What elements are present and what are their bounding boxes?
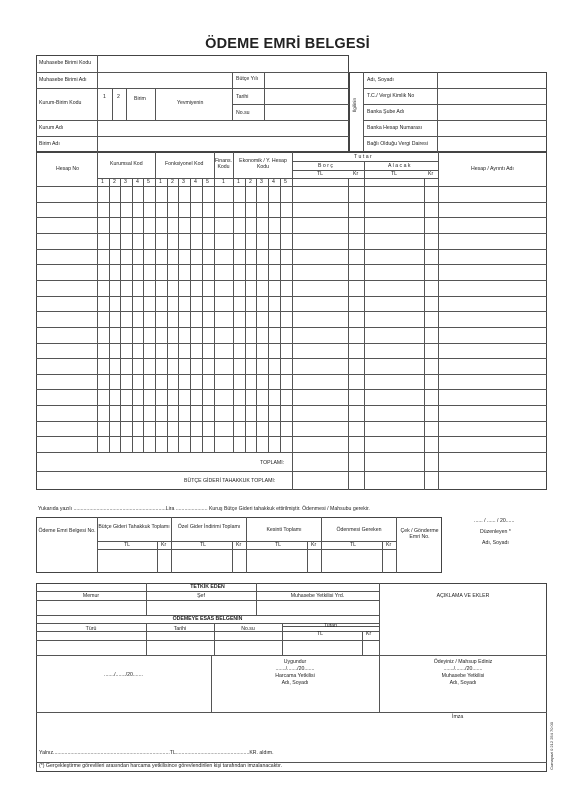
document-title: ÖDEME EMRİ BELGESİ xyxy=(205,36,370,52)
digit-label: 1 xyxy=(237,179,240,185)
belge-no-label: Ödeme Emri Belgesi No. xyxy=(38,528,96,534)
digit-label: 5 xyxy=(147,179,150,185)
digit-label: 2 xyxy=(113,179,116,185)
tarihi-label: Tarihi xyxy=(236,94,249,100)
digit-label: 3 xyxy=(260,179,263,185)
tarihi-label: Tarihi xyxy=(173,626,187,632)
digit-label: 2 xyxy=(171,179,174,185)
tl-label: TL xyxy=(124,542,131,548)
harcama-adi-label: Adı, Soyadı xyxy=(281,680,309,686)
ozel-gider-label: Özel Gider İndirimi Toplamı xyxy=(177,524,241,530)
banka-hesap-label: Banka Hesap Numarası xyxy=(367,125,423,131)
kr-label: Kr xyxy=(236,542,242,548)
uygundur-tarih: ......./......./20....... xyxy=(275,666,315,672)
sef-label: Şef xyxy=(197,593,205,599)
vergi-dairesi-label: Bağlı Olduğu Vergi Dairesi xyxy=(367,141,428,147)
muhasebe-yetkilisi-label: Muhasebe Yetkilisi xyxy=(441,673,485,679)
butce-yili-label: Bütçe Yılı xyxy=(236,76,259,82)
hesap-adi-header: Hesap / Ayrıntı Adı xyxy=(471,166,514,172)
uygundur-label: Uygundur xyxy=(283,659,307,665)
birim-adi-label: Birim Adı xyxy=(39,141,60,147)
kesinti-label: Kesinti Toplamı xyxy=(266,527,302,533)
muhasebe-adi-label: Muhasebe Birimi Adı xyxy=(39,77,87,83)
yukarida-yazili-text: Yukarıda yazılı ................................................................Lira ...................... Kuruş Bütçe Gideri tahakkuk ettirilmiştir. Ödenmesi / Mahsubu gerekir. xyxy=(38,506,370,512)
tutar-header: T u t a r xyxy=(354,154,372,160)
alacak-header: A l a c a k xyxy=(388,163,411,169)
odemeye-esas-label: ÖDEMEYE ESAS BELGENİN xyxy=(172,616,243,622)
nosu-label: No.su xyxy=(236,110,250,116)
tarih-footer-left: ......./......./20....... xyxy=(104,672,143,678)
nosu-label: No.su xyxy=(241,626,255,632)
digit-label: 4 xyxy=(136,179,139,185)
digit-label: 1 xyxy=(159,179,162,185)
borc-tl-header: TL xyxy=(317,171,324,177)
digit-label: 4 xyxy=(272,179,275,185)
birim-label: Birim xyxy=(134,96,146,102)
tutari-label: Tutarı xyxy=(323,623,338,629)
digit-label: 5 xyxy=(206,179,209,185)
muhasebe-kodu-label: Muhasebe Birimi Kodu xyxy=(39,60,92,66)
digit-label: 3 xyxy=(124,179,127,185)
muhasebe-adi-label: Adı, Soyadı xyxy=(449,680,477,686)
cek-label: Çek / Gönderme Emri No. xyxy=(400,528,439,540)
duzenleyen-label: Düzenleyen * xyxy=(480,529,511,535)
ekonomik-kod-header: Ekonomik / Y. Hesap Kodu xyxy=(239,158,287,170)
kr-label: Kr xyxy=(311,542,317,548)
tl-label: TL xyxy=(200,542,207,548)
tl-label: TL xyxy=(317,631,324,637)
odenmesi-gereken-label: Ödenmesi Gereken xyxy=(336,527,382,533)
finans-kodu-header: Finans. Kodu xyxy=(214,158,232,170)
tahakkuk-toplam-label: BÜTÇE GİDERİ TAHAKKUK TOPLAMI: xyxy=(184,478,276,484)
adi-soyadi-label: Adı, Soyadı xyxy=(367,77,394,83)
footnote: (*) Gerçekleştirme görevlileri arasından harcama yetkilisince görevlendirilen kişi tarafından imzalanacaktır. xyxy=(39,763,283,769)
alacak-tl-header: TL xyxy=(391,171,398,177)
kurum-birim-kodu-label: Kurum-Birim Kodu xyxy=(39,100,82,106)
fonksiyonel-kod-header: Fonksiyonel Kod xyxy=(165,161,204,167)
kurum-adi-label: Kurum Adı xyxy=(39,125,64,131)
duzenleyen-adi: Adı, Soyadı xyxy=(482,540,509,546)
hesap-no-header: Hesap No xyxy=(56,166,80,172)
borc-header: B o r ç xyxy=(318,163,333,169)
digit-label: 2 xyxy=(249,179,252,185)
butce-tahakkuk-label: Bütçe Gideri Tahakkuk Toplamı xyxy=(98,524,170,530)
printer-side-text: Cumayazi 0 212 254 70 00 xyxy=(549,722,554,770)
kr-label: Kr xyxy=(366,631,372,637)
digit-label: 1 xyxy=(101,179,104,185)
yaziyla-line: Yalnız.................................................................................TL...................................................KR. aldım. xyxy=(39,750,274,756)
alacak-kr-header: Kr xyxy=(428,171,434,177)
kr-label: Kr xyxy=(161,542,167,548)
kod-2-label: 2 xyxy=(117,94,120,100)
tl-label: TL xyxy=(275,542,282,548)
digit-label: 1 xyxy=(222,179,225,185)
duzenleyen-tarih: ...... / ...... / 20...... xyxy=(474,518,515,524)
aciklama-ekler-label: AÇIKLAMA VE EKLER xyxy=(436,593,490,599)
digit-label: 4 xyxy=(194,179,197,185)
kr-label: Kr xyxy=(386,542,392,548)
memur-label: Memur xyxy=(82,593,100,599)
kod-1-label: 1 xyxy=(103,94,106,100)
turu-label: Türü xyxy=(85,626,97,632)
ilgilinin-label: İlgilinin xyxy=(352,98,357,113)
tl-label: TL xyxy=(350,542,357,548)
banka-sube-label: Banka Şube Adı xyxy=(367,109,405,115)
odeyiniz-tarih: ......./......./20....... xyxy=(443,666,483,672)
harcama-yetkilisi-label: Harcama Yetkilisi xyxy=(275,673,315,679)
digit-label: 5 xyxy=(284,179,287,185)
muhasebe-yrd-label: Muhasebe Yetkilisi Yrd. xyxy=(290,593,345,599)
tc-label: T.C./ Vergi Kimlik No xyxy=(367,93,415,99)
odeyiniz-label: Ödeyiniz / Mahsup Ediniz xyxy=(433,659,493,665)
digit-label: 3 xyxy=(182,179,185,185)
borc-kr-header: Kr xyxy=(353,171,359,177)
toplam-label: TOPLAMI: xyxy=(260,460,285,466)
tetkik-eden-label: TETKİK EDEN xyxy=(190,584,225,590)
yevmiyenin-label: Yevmiyenin xyxy=(177,100,204,106)
kurumsal-kod-header: Kurumsal Kod xyxy=(110,161,143,167)
imza-label: İmza xyxy=(452,714,464,720)
